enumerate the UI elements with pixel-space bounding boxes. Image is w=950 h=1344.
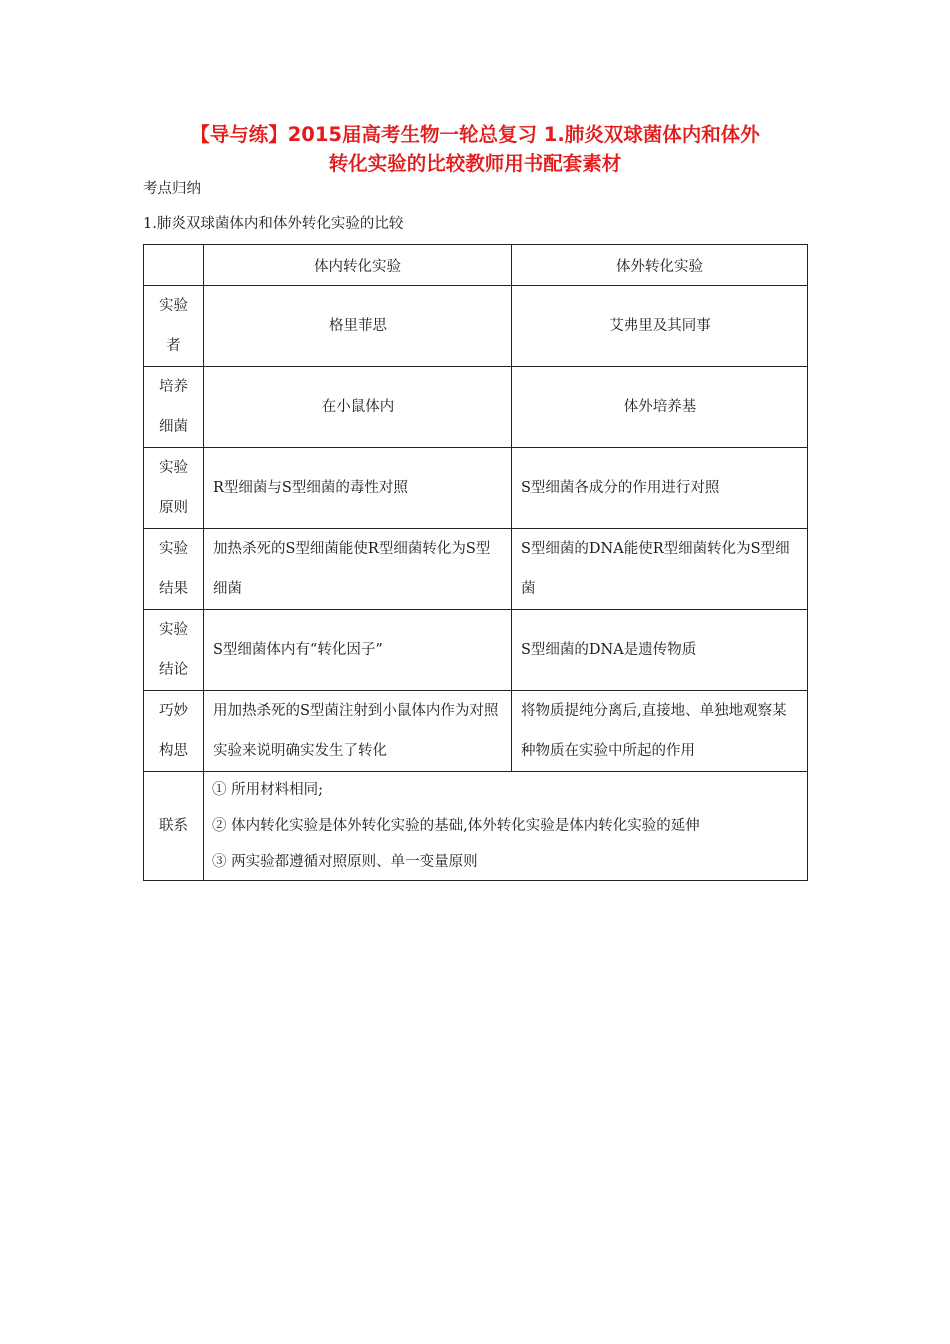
table-row [144,367,808,448]
row-head-line: 结果 [159,581,188,597]
cell-in-vivo: 格里菲思 [204,286,512,367]
row-head [144,529,204,610]
row-head-line: 巧妙 [159,703,188,719]
table-row [144,286,808,367]
row-head-line: 培养 [159,379,188,395]
row-head-line: 结论 [159,662,188,678]
row-head [144,691,204,772]
row-head-line: 实验 [159,622,188,638]
link-cell [204,772,808,881]
cell-in-vivo: 用加热杀死的S型菌注射到小鼠体内作为对照实验来说明确实发生了转化 [204,691,512,772]
cell-in-vitro: S型细菌的DNA是遗传物质 [512,610,808,691]
cell-in-vitro: S型细菌各成分的作用进行对照 [512,448,808,529]
table-row [144,529,808,610]
header-cell-in-vitro: 体外转化实验 [512,245,808,286]
row-head [144,448,204,529]
cell-in-vitro: 将物质提纯分离后,直接地、单独地观察某种物质在实验中所起的作用 [512,691,808,772]
table-row [144,448,808,529]
header-cell-empty [144,245,204,286]
row-head-line: 实验 [159,460,188,476]
cell-in-vitro: 艾弗里及其同事 [512,286,808,367]
row-head-line: 原则 [159,500,188,516]
row-head [144,286,204,367]
table-row [144,691,808,772]
link-item: ③ 两实验都遵循对照原则、单一变量原则 [212,854,478,870]
row-head-line: 实验 [159,541,188,557]
table-row-link [144,772,808,881]
row-head-line: 细菌 [159,419,188,435]
row-head-line: 构思 [159,743,188,759]
document-title-line-1: 【导与练】2015届高考生物一轮总复习 1.肺炎双球菌体内和体外 [190,123,760,146]
comparison-table [143,244,808,881]
row-head-line: 实验 [159,298,188,314]
header-cell-in-vivo: 体内转化实验 [204,245,512,286]
document-title-line-2: 转化实验的比较教师用书配套素材 [328,152,622,175]
row-head [144,610,204,691]
cell-in-vitro: S型细菌的DNA能使R型细菌转化为S型细菌 [512,529,808,610]
link-item: ① 所用材料相同; [212,782,323,798]
cell-in-vivo: 在小鼠体内 [204,367,512,448]
cell-in-vivo: 加热杀死的S型细菌能使R型细菌转化为S型细菌 [204,529,512,610]
cell-in-vivo: S型细菌体内有“转化因子” [204,610,512,691]
row-head-line: 者 [166,338,181,354]
cell-in-vitro: 体外培养基 [512,367,808,448]
subheading: 1.肺炎双球菌体内和体外转化实验的比较 [143,216,404,232]
table-header-row [144,245,808,286]
cell-in-vivo: R型细菌与S型细菌的毒性对照 [204,448,512,529]
table-row [144,610,808,691]
row-head: 联系 [144,772,204,881]
section-label: 考点归纳 [143,181,201,197]
row-head [144,367,204,448]
link-item: ② 体内转化实验是体外转化实验的基础,体外转化实验是体内转化实验的延伸 [212,818,700,834]
document-title [120,120,830,178]
